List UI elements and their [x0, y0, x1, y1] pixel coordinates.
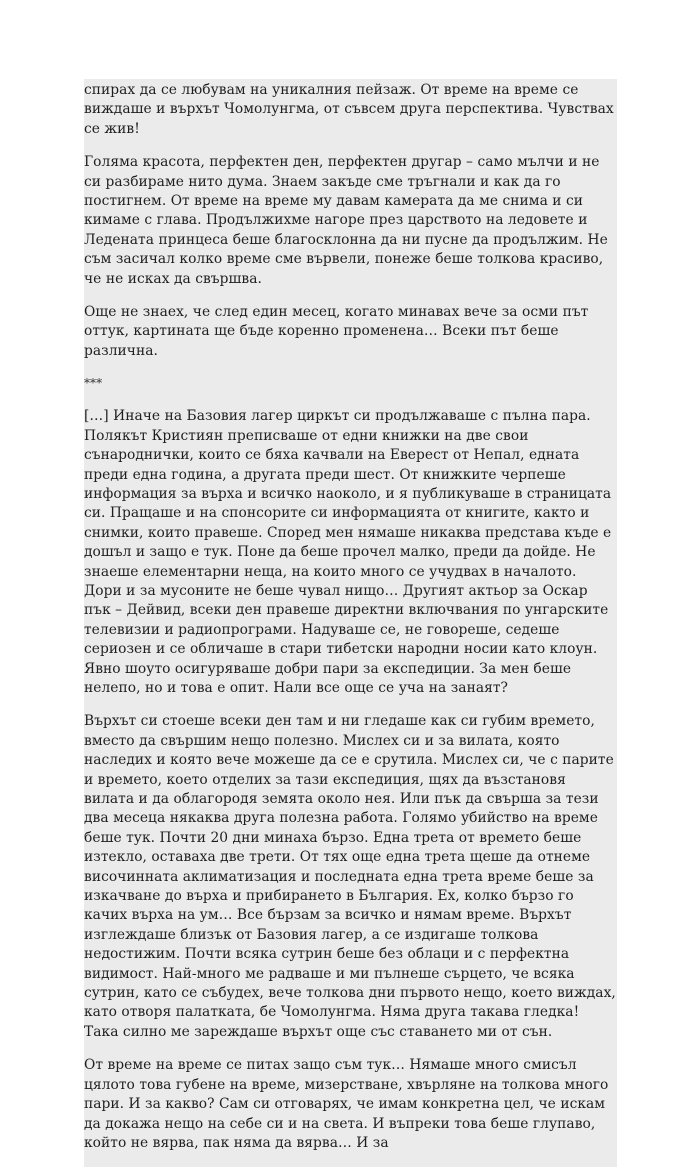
paragraph: спирах да се любувам на уникалния пейзаж. От време на време се виждаше и върхът Чомолунгма, от съвсем друга перспектива. Чувствах се жив! [84, 82, 614, 137]
paragraph: Още не знаех, че след един месец, когато минавах вече за осми път оттук, картината ще бъде коренно променена… Всеки път беше различна. [84, 304, 589, 359]
paragraph: […] Иначе на Базовия лагер циркът си продължаваше с пълна пара. Полякът Кристиян преписваше от едни книжки на две свои сънароднички, които се бяха качвали на Еверест от Непал, едната преди една година, а другата преди шест. От книжките черпеше информация за върха и всичко наоколо, и я публикуваше в страницата си. Пращаше и на спонсорите си информацията от книгите, както и снимки, които правеше. Според мен нямаше никаква представа къде е дошъл и защо е тук. Поне да беше прочел малко, преди да дойде. Не знаеше елементарни неща, на които много се учудвах в началото. Дори и за мусоните не беше чувал нищо… Другият актьор за Оскар пък – Дейвид, всеки ден правеше директни включвания по унгарските телевизии и радиопрограми. Надуваше се, не говореше, седеше сериозен и се обличаше в стари тибетски народни носии като клоун. Явно шоуто осигуряваше добри пари за експедиции. За мен беше нелепо, но и това е опит. Нали все още се уча на занаят? [84, 408, 612, 696]
text-column [84, 79, 617, 1167]
paragraph: Голяма красота, перфектен ден, перфектен другар – само мълчи и не си разбираме нито дума. Знаем закъде сме тръгнали и как да го постигнем. От време на време му давам камерата да ме снима и си кимаме с глава. Продължихме нагоре през царството на ледовете и Ледената принцеса беше благосклонна да ни пусне да продължим. Не съм засичал колко време сме вървели, понеже беше толкова красиво, че не исках да свършва. [84, 154, 608, 287]
section-separator: *** [84, 376, 103, 391]
paragraph: От време на време се питах защо съм тук… Нямаше много смисъл цялото това губене на време, мизерстване, хвърляне на толкова много пари. И за какво? Сам си отговарях, че имам конкретна цел, че искам да докажа нещо на себе си и на света. И въпреки това беше глупаво, който не вярва, пак няма да вярва… И за [84, 1057, 609, 1151]
paragraph: Върхът си стоеше всеки ден там и ни гледаше как си губим времето, вместо да свършим нещо полезно. Мислех си и за вилата, която наследих и която вече можеше да се е срутила. Мислех си, че с парите и времето, което отделих за тази експедиция, щях да възстановя вилата и да облагородя земята около нея. Или пък да свърша за тези два месеца някаква друга полезна работа. Голямо убийство на време беше тук. Почти 20 дни минаха бързо. Една трета от времето беше изтекло, оставаха две трети. От тях още една трета щеше да отнеме височинната аклиматизация и последната една трета време беше за изкачване до върха и прибирането в България. Ех, колко бързо го качих върха на ум… Все бързам за всичко и нямам време. Върхът изглеждаше близък от Базовия лагер, а се издигаше толкова недостижим. Почти всяка сутрин беше без облаци и с перфектна видимост. Най-много ме радваше и ми пълнеше сърцето, че всяка сутрин, като се събудех, вече толкова дни първото нещо, което виждах, като отворя палатката, бе Чомолунгма. Няма друга такава гледка! Така силно ме зареждаше върхът още със ставането ми от сън. [84, 713, 616, 1040]
